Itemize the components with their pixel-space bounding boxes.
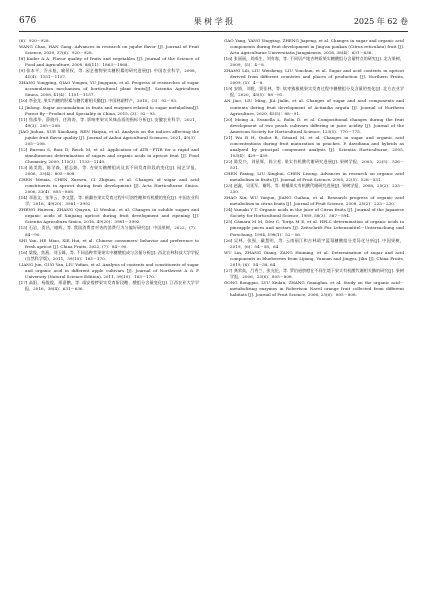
reference-entry: [20] Moing A, Svanella L, Rolin D, et al. Compositional changes during the fruit development of two peach cultivars differing in juice acidity [J]. Journal of the American Society for Horticultural Science, 123(5)：770－775. [224, 116, 404, 134]
page-number: 676 [19, 16, 37, 26]
reference-entry: [9] 张本平，乔永旭，喻景权，等. 园艺植物果实糖积累的研究进展[J]. 中国农业科学，2008，41(4)：1151－1157. [19, 68, 199, 80]
reference-entry: LIANG Jun, GUO Yan, LIU Yufian, et al. Analysis of contents and constituents of sugar and organic acid in different apple cultivars [J]. Journal of Northwest A & F University (Natural Science Edition), 2011, 39(10)：163－170. [19, 261, 199, 279]
right-reference-column [224, 38, 404, 298]
reference-entry: [18] 张丽丽，刘威生，刘有春，等. 不同居产地杏种质果实糖酸组分含量特点的研究[J]. 北方果树，2009，(5)：4－8. [224, 56, 404, 68]
reference-entry: JIAO Jinhua, XUE Xiaoliang, REN Haiyan, et al. Analysis on the indices affecting the jujube fruit flavor quality [J]. Journal of Anhui Agricultural Sciences, 2021, 49(3)：205－208. [19, 128, 199, 146]
reference-entry: [24] Yamaki Y T. Organic acids in the juice of Citrus fruits [J]. Journal of the Japanese Society for Horticultural Science, 1989, 58(3)：587－594. [224, 207, 404, 219]
reference-entry: [21] Wu B H, Quilot B, Génard M, et al. Changes in sugar and organic acid concentrations during fruit maturation in peaches, P. davidiana and hybrids as analyzed by principal component analysis [J]. Scientia Horticulturae, 2005, 103(4)：429－439. [224, 134, 404, 158]
reference-entry: [15] 石岩，贺昌，谢辉，等. 我国消费者对杏的消费行为与偏好研究[J]. 中国果树，2022，(7)：84－90. [19, 225, 199, 237]
reference-entry: [10] 李金龙. 果实内糖的积累与糖代谢相关酶[J]. 中国林副特产，2015，(3)：92－93. [19, 98, 178, 104]
reference-entry: [25] Cámara M M, Díez C, Torija M E, et al. HPLC determination of organic acids in pineapple juices and nectars [J]. Zeitschrift Für Lebensmittel－Untersuchung und Forschung, 1994, 198(1)：52－56. [224, 219, 404, 237]
left-reference-column [19, 38, 199, 292]
reference-entry: ZHANG Yongping, QIAO Yongxu, YU Jingquan, et al. Progress of researches of sugar accumulation mechanism of horticultural plant fruits[J]. Scientia Agricultura Sinica, 2008, 41(4)：1151－1157. [19, 80, 199, 98]
reference-entry: ZHENG Huiwen, ZHANG Qiuyun, LI Wenhui, et al. Changes in soluble sugars and organic acids of Xinjiang apricot during fruit development and ripening [J]. Scientia Agricultura Sinica, 2016, 49(20)：3981－3992. [19, 207, 199, 225]
header-rule [19, 31, 408, 32]
reference-entry: WU Lin, ZHANG Qiang, ZANG Huiming, et al. Determination of sugar and acid components in blueberries from Lijiang, Yunnan and Jingyu, Jilin [J]. China Fruits, 2019, (6)：54－58, 64. [224, 249, 404, 267]
reference-entry: CHEN Faxing, LIU Xinghui, CHEN Lisong. Advances in research on organic acid metabolism in fruits [J]. Journal of Fruit Science, 2005, 22(5)：526－531. [224, 171, 404, 183]
reference-entry: [12] Bureau S, Ruiz D, Reich M, et al. Application of ATR－FTIR for a rapid and simultaneous determination of sugars and organic acids in apricot fruit [J]. Food Chemistry, 2009, 115(3)：1133－1140. [19, 146, 199, 164]
reference-entry: ZHANG Lili, LIU Weisheng, LIU Youchun, et al. Sugar and acid contents in apricot derived from different countries and places of production [J]. Northern Fruits, 2009, (5)：4－8. [224, 68, 404, 86]
reference-entry: [13] 陈美霞，陈学森，慈志娟，等. 杏果实糖酸组成及其不同发育阶段的变化[J]. 园艺学报，2006，33(4)：805－808. [19, 164, 199, 177]
reference-entry: [22] 陈发兴，刘星辉，陈立松. 果实有机酸代谢研究进展[J]. 果树学报，2005，22(5)：526－531. [224, 158, 404, 170]
reference-entry: AN Jiao, LIU Ming, JIA Jialin, et al. Changes of sugar and acid components and contents during fruit development of Actinidia arguta [J]. Journal of Northern Agriculture, 2020, 45(5)：88－91. [224, 98, 404, 116]
reference-entry: GAO Yang, YANG Yingying, ZHENG Jiapeng, et al. Changes in sugar and organic acid components during fruit development in Jing'an ponkan (Citrus reticulata) fruit [J]. Acta Agriculturae Universitatis Jiangxiensis, 2016, 38(4)：631－636. [224, 38, 404, 56]
reference-entry: WANG Chao, HAN Gang. Advances in research on jujube flavor [J]. Journal of Fruit Science, 2020, 37(6)：920－928. [19, 44, 199, 56]
reference-entry: [16] 梁俊，焦燕，刘玉峰，等. 不同品种苹果果实中糖酸组成与含量分析[J]. 西北农林科技大学学报(自然科学版)，2011，39(10)：163－170. [19, 249, 199, 261]
reference-entry: [26] 吴林，张强，戴慧明，等. 云南丽江和吉林靖宇蓝莓糖酸组分差异化分析[J]. 中国果树，2019，(6)：54－58，64. [224, 237, 404, 249]
reference-entry: GONG Ronggao, LYU Xiulan, ZHANG Guanglun, et al. Study on the organic acid－metabolizing enzymes in Robertson Navel orange fruit collected from different habitats [J]. Journal of Fruit Science, 2006, 23(6)：805－808. [224, 279, 404, 297]
reference-entry: (6)：920－928. [19, 38, 50, 43]
journal-title: 果 树 学 报 [193, 17, 234, 26]
reference-entry: [17] 高阳，杨俊俊，邢嘉鹏，等. 靖安梭椤果实发育阶段糖、酸组分含量变化[J]. 江西农业大学学报，2016，38(4)：631－636. [19, 279, 199, 291]
reference-entry: [14] 邓嘉文，张华云，李文慧，等. 新疆杏果实发育过程中可溶性糖和有机酸的变化[J]. 中国农业科学，2016，49(20)：3981－3992. [19, 195, 199, 207]
year-volume: 2025 年 62 卷 [353, 17, 408, 26]
reference-entry: CHEN Meixia, CHEN Xuesen, CI Zhijuan, et al. Changes of sugar and acid constituents in apricot during fruit development [J]. Acta Horticulturae Sinica, 2006, 33(4)：805－808. [19, 177, 199, 195]
reference-entry: [27] 龚荣高，吕秀兰，张光伦，等. 罗伯逊脐橙在不同生境下果实有机酸代谢相关酶的研究[J]. 果树学报，2006，23(6)：805－808. [224, 267, 404, 279]
reference-entry: [19] 安娇，刘乾，贾佳林，等. 软枣猕猴桃果实发育过程中糖酸组分及含量的变化[J]. 北方农业学报，2020，45(5)：88－91. [224, 86, 404, 98]
reference-entry: [11] 焦邵华，薛晓丹，任海涛，等. 影响枣果实风味品质的指标分析[J]. 安徽农业科学，2021，49(3)：205－208. [19, 116, 199, 128]
reference-entry: ZHAO Xin, WU Yanjun, JIANG Guihua, et al. Research progress of organic acid metabolism in citrus fruits [J]. Journal of Fruit Science, 2008, 25(2)：225－230. [224, 195, 404, 207]
reference-entry: [23] 赵鑫，吴延军，谢鸣，等. 柑橘果实有机酸代谢研究进展[J]. 果树学报，2008，25(2)：225－230. [224, 183, 404, 195]
reference-entry: LI Jinlong. Sugar accumulation in fruits and enzymes related to sugar metabolism[J]. Forest By－Product and Speciality in China, 2015, (3)：92－93. [19, 104, 199, 116]
reference-entry: SHI Yan, HE Miao, XIE Hui, et al. Chinese consumers' behavior and preference to fresh apricot [J]. China Fruits, 2022, (7)：84－90. [19, 237, 199, 249]
running-header [19, 16, 408, 30]
reference-entry: [8] Kader A A. Flavor quality of fruits and vegetables [J]. Journal of the Science of Food and Agriculture, 2008, 88(11)：1863－1868. [19, 56, 199, 68]
